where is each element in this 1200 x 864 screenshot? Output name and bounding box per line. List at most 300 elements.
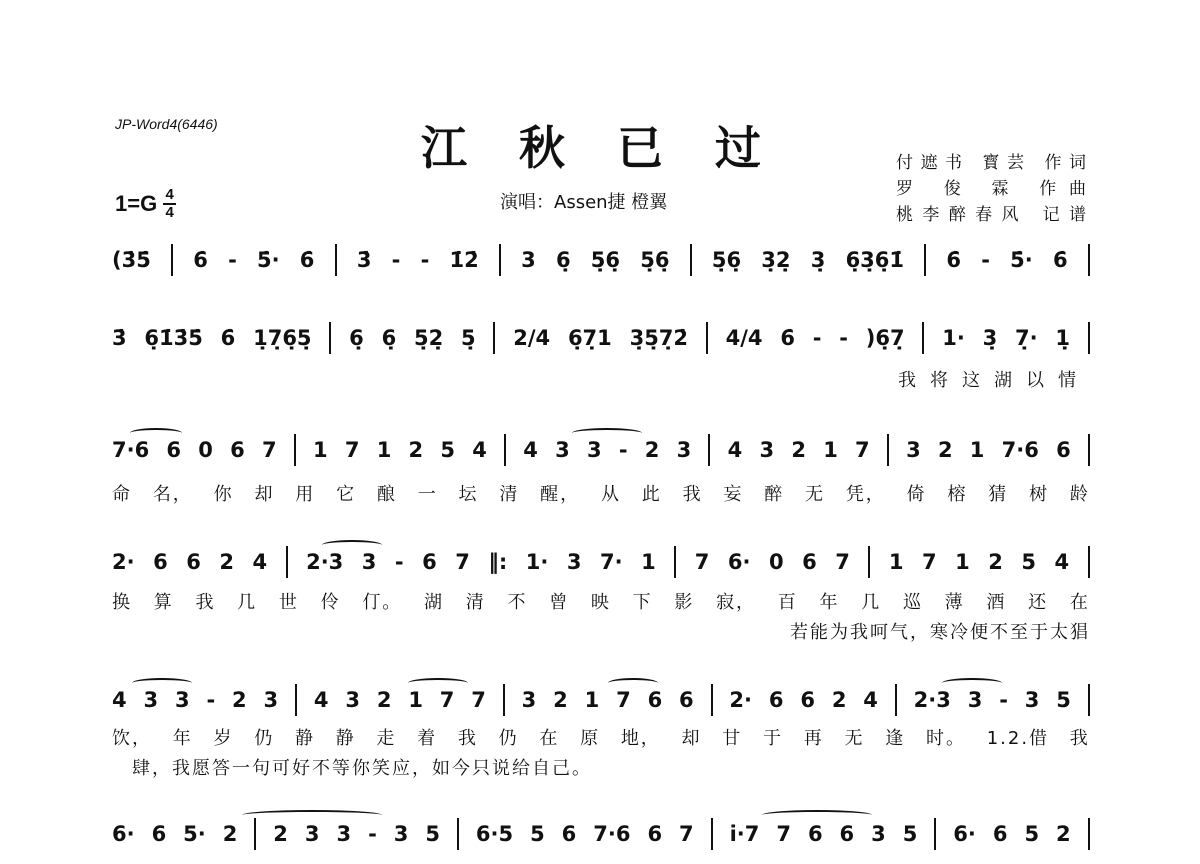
lyric-syllable: 寒	[930, 622, 950, 643]
lyric-syllable: 酿	[376, 484, 397, 505]
note-token: 4	[313, 688, 329, 712]
bar-line	[711, 684, 713, 716]
lyric-syllable: 我	[172, 758, 192, 779]
lyric-syllable: 我	[457, 728, 478, 749]
lyric-syllable: 能	[810, 622, 830, 643]
lyric-syllable: 影	[674, 592, 695, 613]
lyric-syllable: 倚	[906, 484, 927, 505]
lyric-syllable: 岁	[213, 728, 234, 749]
note-token: 1	[969, 438, 985, 462]
lyric-syllable: 寂，	[716, 592, 757, 613]
lyric-syllable: 世	[278, 592, 299, 613]
note-token: 6̇	[946, 248, 962, 272]
note-token: 6̣	[381, 326, 397, 350]
note-token: 7·6	[1001, 438, 1039, 462]
lyric-syllable: 用	[295, 484, 316, 505]
credit-lyricist: 付遮书 寳芸 作词	[896, 153, 1086, 173]
note-token: 2	[644, 438, 660, 462]
note-token: 1̣	[1055, 326, 1071, 350]
score-row-1	[112, 244, 1090, 290]
bar-line	[868, 546, 870, 578]
lyric-syllable: 此	[641, 484, 662, 505]
bar-line	[329, 322, 331, 354]
lyric-syllable: 句	[252, 758, 272, 779]
note-token: 2	[222, 822, 238, 846]
note-token: 5̇·	[256, 248, 280, 272]
note-token: 4	[252, 550, 268, 574]
lyric-syllable: 今	[452, 758, 472, 779]
lyric-syllable: 巡	[902, 592, 923, 613]
lyric-syllable: 于	[1030, 622, 1050, 643]
note-token: 5	[902, 822, 918, 846]
note-token: 3	[263, 688, 279, 712]
lyric-syllable: 你	[213, 484, 234, 505]
note-token: 6	[807, 822, 823, 846]
lyric-syllable: 换	[112, 592, 132, 613]
note-token: 3̣2̣	[761, 248, 791, 272]
lyric-syllable: 太	[1050, 622, 1070, 643]
note-token: 6·	[953, 822, 976, 846]
lyric-syllable: 走	[376, 728, 397, 749]
note-token: 7	[921, 550, 937, 574]
lyric-syllable: 若	[790, 622, 810, 643]
notation-line	[112, 244, 1090, 276]
lyric-syllable: 树	[1029, 484, 1050, 505]
lyric-syllable: 不	[507, 592, 528, 613]
note-token: )6̣7̣	[865, 326, 905, 350]
note-token: 7	[616, 688, 631, 712]
lyric-syllable: 它	[336, 484, 357, 505]
note-token: 6·5	[475, 822, 514, 846]
bar-line	[171, 244, 173, 276]
note-token: 6	[153, 550, 168, 574]
score-row-5	[112, 684, 1090, 779]
lyric-syllable: 百	[777, 592, 798, 613]
note-token: 7	[455, 550, 470, 574]
note-token: 2	[791, 438, 806, 462]
lyric-syllable: 气，	[890, 622, 930, 643]
lyric-syllable: 着	[417, 728, 438, 749]
lyric-syllable: 只	[472, 758, 492, 779]
note-token: 1̣7̣6̣5̣	[253, 326, 312, 350]
lyric-syllable: 曾	[549, 592, 570, 613]
note-token: 6	[151, 822, 167, 846]
lyric-line	[112, 480, 1090, 506]
lyric-syllable: 名，	[152, 484, 193, 505]
note-token: 3̇	[356, 248, 372, 272]
note-token: 2	[988, 550, 1003, 574]
note-token: -	[394, 550, 404, 574]
lyric-line	[112, 366, 1090, 392]
score-row-6	[112, 818, 1090, 864]
note-token: 7·6	[112, 438, 150, 462]
lyric-syllable: 却	[254, 484, 275, 505]
lyric-syllable: 静	[335, 728, 356, 749]
lyric-syllable: 甘	[722, 728, 743, 749]
lyric-syllable: 龄	[1069, 484, 1090, 505]
note-token: 7·	[600, 550, 623, 574]
lyric-syllable: 仃。	[362, 592, 403, 613]
note-token: 1	[376, 438, 392, 462]
note-token: (3̇5̇	[112, 248, 151, 272]
lyric-syllable: 清	[499, 484, 520, 505]
note-token: 7	[344, 438, 360, 462]
note-token: 6̣7̣1	[567, 326, 612, 350]
note-token: 7·6	[593, 822, 631, 846]
lyric-syllable: 却	[681, 728, 702, 749]
note-token: 2	[937, 438, 953, 462]
note-token: 1	[641, 550, 656, 574]
bar-line	[1088, 546, 1090, 578]
note-token: 3	[676, 438, 692, 462]
bar-line	[934, 818, 936, 850]
note-token: 1̇2̇	[449, 248, 479, 272]
lyric-line-verse-1	[112, 724, 1090, 750]
notation-line	[112, 322, 1090, 354]
lyric-syllable: 笑	[372, 758, 392, 779]
note-token: 6̇	[780, 326, 795, 350]
notation-line	[112, 434, 1090, 466]
note-token: 2·	[729, 688, 752, 712]
note-token: 5	[1024, 822, 1040, 846]
note-token: -	[391, 248, 401, 272]
note-token: -	[228, 248, 237, 272]
note-token: 2	[408, 438, 424, 462]
lyric-syllable: 这	[962, 370, 994, 391]
bar-line	[674, 546, 676, 578]
lyric-syllable: 湖以	[994, 370, 1058, 391]
note-token: 5̣6̣	[640, 248, 670, 272]
lyric-syllable: 为	[830, 622, 850, 643]
note-token: -	[812, 326, 822, 350]
note-token: 6	[647, 688, 663, 712]
note-token: 7	[261, 438, 277, 462]
note-token: 4	[727, 438, 743, 462]
note-token: -	[420, 248, 430, 272]
note-token: 7	[439, 688, 455, 712]
note-token: 5̣	[461, 326, 476, 350]
lyric-syllable: 愿	[192, 758, 212, 779]
bar-line	[1088, 818, 1090, 850]
bar-line	[493, 322, 495, 354]
lyric-syllable: 说	[492, 758, 512, 779]
lyric-syllable: 再	[803, 728, 824, 749]
time-signature-top: 4	[165, 186, 174, 203]
note-token: 2	[553, 688, 568, 712]
note-token: 6̇	[193, 248, 208, 272]
note-token: 3	[361, 550, 377, 574]
note-token: 6	[647, 822, 663, 846]
lyric-syllable: 算	[153, 592, 174, 613]
note-token: 5̇·	[1010, 248, 1033, 272]
lyric-syllable: 年	[172, 728, 193, 749]
lyric-syllable: 情	[1058, 370, 1090, 391]
lyric-syllable: 猖	[1070, 622, 1090, 643]
note-token: 3	[967, 688, 983, 712]
note-token: 3	[304, 822, 320, 846]
lyric-syllable: 我	[195, 592, 216, 613]
bar-line	[706, 322, 708, 354]
note-token: 3	[1024, 688, 1040, 712]
note-token: 3	[759, 438, 775, 462]
bar-line	[690, 244, 692, 276]
lyric-syllable: 一	[232, 758, 252, 779]
note-token: 7	[776, 822, 791, 846]
lyric-syllable: 从	[600, 484, 621, 505]
note-token: 2·3	[306, 550, 344, 574]
lyric-syllable: 你	[352, 758, 372, 779]
note-token: 1	[823, 438, 838, 462]
note-token: 2	[1056, 822, 1071, 846]
bar-line	[1088, 322, 1090, 354]
note-token: 0	[198, 438, 213, 462]
lyric-syllable: 逢	[885, 728, 906, 749]
note-token: 6̣1̇3̇5̇	[144, 326, 203, 350]
note-token: -	[839, 326, 848, 350]
lyric-syllable: 于	[763, 728, 784, 749]
notation-line	[112, 818, 1090, 850]
lyric-syllable: 我	[1069, 728, 1090, 749]
lyric-syllable: 便	[970, 622, 990, 643]
note-token: 6̣	[349, 326, 364, 350]
lyric-syllable: 答	[212, 758, 232, 779]
note-token: 6̇	[220, 326, 236, 350]
bar-line	[499, 244, 501, 276]
note-token: 2	[831, 688, 847, 712]
note-token: 6	[166, 438, 182, 462]
credit-transcriber: 桃李醉春风 记谱	[896, 205, 1086, 225]
note-token: 3	[871, 822, 886, 846]
note-token: 5	[425, 822, 440, 846]
note-token: 1	[888, 550, 904, 574]
note-token: 3	[521, 688, 537, 712]
notation-line	[112, 684, 1090, 716]
lyric-syllable: 仍	[254, 728, 275, 749]
note-token: 4	[472, 438, 487, 462]
note-token: 6	[800, 688, 815, 712]
lyric-syllable: 妄	[723, 484, 744, 505]
note-token: 4	[523, 438, 538, 462]
note-token: 2	[273, 822, 288, 846]
note-token: 6	[561, 822, 577, 846]
note-token: 3̣5̣7̣2̇	[629, 326, 689, 350]
note-token: 5·	[183, 822, 206, 846]
lyric-syllable: 伶	[320, 592, 341, 613]
note-token: 3	[393, 822, 409, 846]
lyric-syllable: 原	[580, 728, 601, 749]
note-token: 3	[906, 438, 921, 462]
note-token: 1·	[942, 326, 965, 350]
note-token: 7	[679, 822, 694, 846]
note-token: 4	[112, 688, 127, 712]
note-token: 3	[143, 688, 159, 712]
time-signature-bottom: 4	[165, 204, 174, 221]
bar-line	[1088, 434, 1090, 466]
note-token: 3	[521, 248, 536, 272]
bar-line	[254, 818, 256, 850]
lyric-syllable: 醉	[764, 484, 785, 505]
lyric-syllable: 不	[312, 758, 332, 779]
lyric-syllable: 几	[237, 592, 258, 613]
note-token: 6	[422, 550, 437, 574]
note-token: 3	[345, 688, 360, 712]
bar-line	[503, 684, 505, 716]
note-token: 4	[1054, 550, 1070, 574]
note-token: 4	[863, 688, 878, 712]
bar-line	[922, 322, 924, 354]
lyric-syllable: 应，	[392, 758, 432, 779]
lyric-syllable: 冷	[950, 622, 970, 643]
note-token: 5̣6̣	[590, 248, 621, 272]
note-token: i·7	[729, 822, 760, 846]
lyric-syllable: 还	[1028, 592, 1049, 613]
lyric-syllable: 饮，	[112, 728, 152, 749]
lyric-syllable: 如	[432, 758, 452, 779]
note-token: 6̇	[299, 248, 315, 272]
credits-block	[896, 150, 1086, 228]
lyric-syllable: 无	[844, 728, 865, 749]
singer-label: 演唱：Assen捷 橙翼	[500, 192, 668, 213]
lyric-syllable: 可	[272, 758, 292, 779]
note-token: 6	[802, 550, 817, 574]
bar-line	[294, 434, 296, 466]
note-token: 1	[408, 688, 423, 712]
lyric-syllable: 几	[861, 592, 882, 613]
lyric-syllable: 凭，	[845, 484, 886, 505]
lyric-syllable: 静	[294, 728, 315, 749]
lyric-syllable: 在	[539, 728, 560, 749]
note-token: 5	[440, 438, 456, 462]
note-token: 5̣6̣	[711, 248, 742, 272]
key-label: 1=G	[115, 191, 158, 216]
score-row-2	[112, 322, 1090, 391]
lyric-syllable: 一	[417, 484, 438, 505]
lyric-syllable: 肆，	[132, 758, 172, 779]
bar-line	[708, 434, 710, 466]
note-token: 1	[313, 438, 328, 462]
lyric-syllable: 自	[532, 758, 552, 779]
lyric-syllable: 榕	[947, 484, 968, 505]
note-token: 3	[174, 688, 190, 712]
note-token: 5	[1056, 688, 1071, 712]
key-signature	[115, 188, 176, 220]
note-token: 6·	[112, 822, 135, 846]
note-token: 6	[186, 550, 201, 574]
note-token: 6	[768, 688, 784, 712]
bar-line	[286, 546, 288, 578]
lyric-syllable: 薄	[944, 592, 965, 613]
notation-line	[112, 546, 1090, 578]
note-token: 6	[839, 822, 855, 846]
note-token: 7̣·	[1015, 326, 1038, 350]
note-token: 5	[530, 822, 545, 846]
bar-line	[1088, 244, 1090, 276]
score-row-3	[112, 434, 1090, 505]
note-token: 3	[336, 822, 352, 846]
bar-line	[895, 684, 897, 716]
lyric-syllable: 己。	[552, 758, 592, 779]
note-token: 1·	[525, 550, 549, 574]
note-token: 6̇	[1052, 248, 1068, 272]
note-token: 7	[855, 438, 870, 462]
bar-line	[924, 244, 926, 276]
note-token: 6	[1056, 438, 1071, 462]
lyric-syllable: 命	[112, 484, 132, 505]
lyric-syllable: 给	[512, 758, 532, 779]
lyric-syllable: 湖	[424, 592, 445, 613]
lyric-syllable: 猜	[988, 484, 1009, 505]
lyric-syllable: 在	[1069, 592, 1090, 613]
note-token: -	[368, 822, 377, 846]
note-token: 6̣3̣6̣1̇	[845, 248, 905, 272]
note-token: -	[618, 438, 628, 462]
bar-line	[887, 434, 889, 466]
lyric-syllable: 映	[590, 592, 611, 613]
note-token: 2·	[112, 550, 135, 574]
note-token: -	[206, 688, 216, 712]
note-token: 5	[1021, 550, 1036, 574]
lyric-syllable: 1.2.借	[986, 728, 1050, 749]
credit-composer: 罗 俊 霖 作曲	[896, 179, 1086, 199]
note-token: 6·	[727, 550, 751, 574]
note-token: 3̇	[112, 326, 127, 350]
lyric-line-verse-1	[112, 588, 1090, 614]
software-label: JP-Word4(6446)	[115, 116, 218, 132]
note-token: -	[999, 688, 1008, 712]
lyric-syllable: 仍	[498, 728, 519, 749]
lyric-syllable: 我	[850, 622, 870, 643]
lyric-syllable: 醒，	[540, 484, 581, 505]
lyric-syllable: 我	[682, 484, 703, 505]
lyric-syllable: 清	[465, 592, 486, 613]
bar-line	[295, 684, 297, 716]
note-token: 2	[232, 688, 247, 712]
note-token: -	[981, 248, 990, 272]
note-token: 6	[992, 822, 1008, 846]
note-token: 2	[219, 550, 234, 574]
lyric-syllable: 不	[990, 622, 1010, 643]
note-token: 3̣	[982, 326, 998, 350]
lyric-syllable: 无	[805, 484, 825, 505]
note-token: 3̣	[810, 248, 826, 272]
lyric-syllable: 酒	[986, 592, 1007, 613]
note-token: 5̣2̣	[413, 326, 444, 350]
lyric-syllable: 至	[1010, 622, 1030, 643]
lyric-syllable: 呵	[870, 622, 890, 643]
song-title: 江 秋 已 过	[420, 121, 780, 175]
note-token: 7	[694, 550, 710, 574]
bar-line	[457, 818, 459, 850]
note-token: ‖:	[488, 550, 508, 574]
lyric-syllable: 好	[292, 758, 312, 779]
lyric-line-verse-2	[112, 754, 1090, 780]
lyric-syllable: 坛	[458, 484, 479, 505]
lyric-syllable: 等	[332, 758, 352, 779]
note-token: 1	[584, 688, 600, 712]
note-token: 2·3	[913, 688, 951, 712]
score-row-4	[112, 546, 1090, 643]
note-token: 1	[955, 550, 970, 574]
note-token: 3	[586, 438, 602, 462]
note-token: 7	[471, 688, 486, 712]
note-token: 6̣	[555, 248, 571, 272]
lyric-line-verse-2	[112, 618, 1090, 644]
lyric-syllable: 时。	[925, 728, 966, 749]
lyric-syllable: 我将	[898, 370, 962, 391]
bar-line	[1088, 684, 1090, 716]
note-token: 0	[768, 550, 784, 574]
note-token: 6	[679, 688, 694, 712]
